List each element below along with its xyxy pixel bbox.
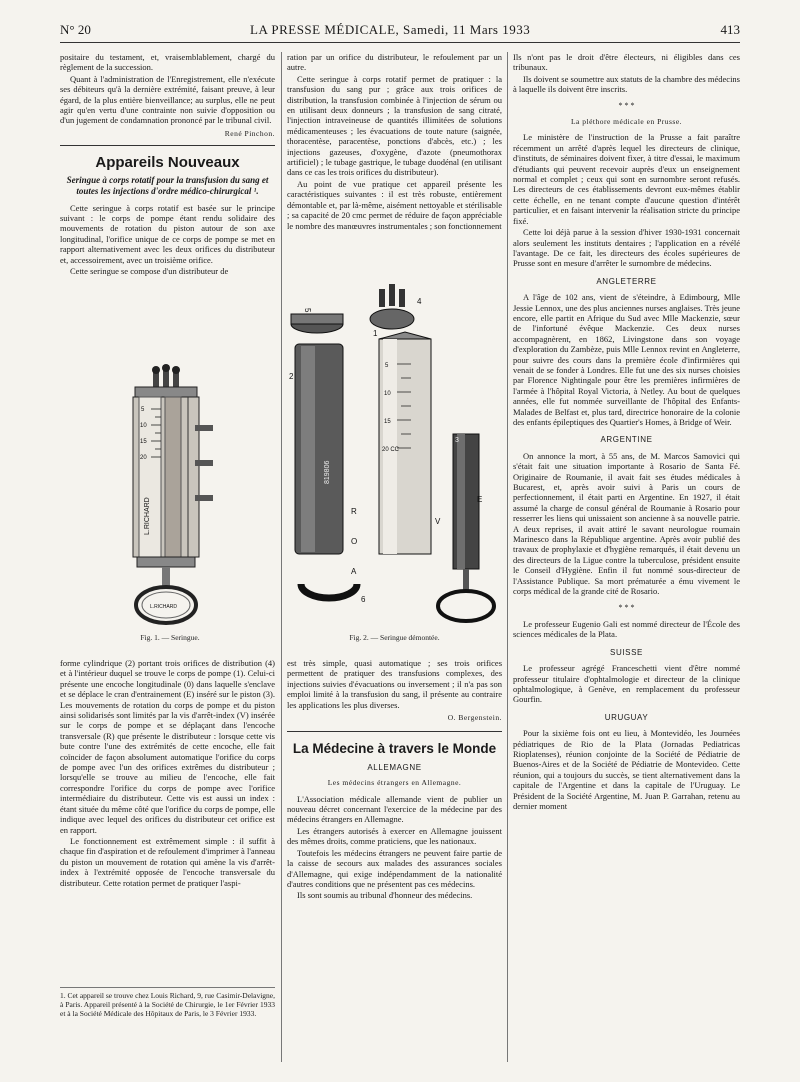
paragraph: Ils n'ont pas le droit d'être électeurs, ni éligibles dans ces tribunaux.	[513, 52, 740, 73]
part-letter: R	[351, 507, 357, 516]
column-3	[513, 52, 740, 1062]
part-number: 2	[289, 372, 294, 381]
figure-1	[95, 365, 245, 630]
page-header	[60, 20, 740, 43]
part-letter: E	[477, 495, 483, 504]
figure-2-caption: Fig. 2. — Seringue démontée.	[349, 633, 440, 642]
paragraph: est très simple, quasi automatique ; ses trois orifices permettent de pratiquer des transfusions complexes, des injections suivies d'évacuations ou inversement ; il n'a pas son emploi limité à la transfusion du sang, il présente au contraire les applications les plus diverses.	[287, 658, 502, 710]
column-rule	[281, 52, 282, 1062]
serial-number: 819806	[324, 460, 331, 484]
paragraph: positaire du testament, et, vraisemblablement, chargé du règlement de la succession.	[60, 52, 275, 73]
column-rule	[507, 52, 508, 1062]
scale-label: 15	[384, 419, 391, 425]
paragraph: Cette seringue se compose d'un distributeur de	[70, 266, 229, 277]
paragraph: Quant à l'administration de l'Enregistrement, elle n'exécute ses débiteurs qu'à la dernière extrémité, faisant preuve, à leur égard, de la plus entière bienveillance; au surplus, elle ne peut agir qu'en vertu d'une contrainte non suivie d'opposition ou d'un jugement de condamnation prononcé par le tribunal civil.	[60, 73, 275, 126]
paragraph: L'Association médicale allemande vient de publier un nouveau décret concernant l'exercice de la médecine par des médecins étrangers en Allemagne.	[287, 793, 502, 825]
separator-stars: * * *	[618, 602, 635, 612]
divider	[60, 145, 275, 146]
country-heading: SUISSE	[610, 647, 643, 657]
part-number: 6	[361, 595, 366, 604]
scale-label: 10	[140, 423, 147, 429]
paragraph: Le professeur Eugenio Gali est nommé directeur de l'École des sciences médicales de la Plata.	[513, 618, 740, 640]
article-heading: Les médecins étrangers en Allemagne.	[327, 778, 462, 788]
paragraph: ration par un orifice du distributeur, le refoulement par un autre.	[287, 52, 502, 73]
scale-label: 20	[140, 455, 147, 461]
disassembled-syringe-illustration	[287, 284, 502, 624]
ring-mark: L.RICHARD	[150, 604, 177, 610]
paragraph: forme cylindrique (2) portant trois orifices de distribution (4) et à l'intérieur duquel se trouve le corps de pompe (1). Celui-ci présente une encoche longitudinale (0) dans laquelle s'enclave et se déplace le cran d'entrainement (E) inséré sur le piston (3). Les mouvements de rotation du corps de pompe et du piston ainsi solidarisés sont limités par la vis d'arrêt-index (V) insérée sur le corps de pompe et se déplaçant dans l'encoche transversale (R) que présente le distributeur : lorsque cette vis bute contre l'une des extrémités de cette encoche, elle fait coïncider de façon absolument automatique l'orifice du corps de pompe avec l'un des orifices extrêmes du distributeur ; lorsqu'elle se trouve au milieu de l'encoche, elle fait correspondre l'orifice du corps de pompe avec l'orifice intermédiaire du distributeur. Cette vis est aussi un index : étant située du même côté que l'orifice du corps de pompe, elle indique avec lequel des orifices du distributeur cet orifice est en rapport.	[60, 658, 275, 835]
scale-label: 15	[140, 439, 147, 445]
paragraph: Cette seringue à corps rotatif permet de pratiquer : la transfusion du sang pur ; grâce aux trois orifices de distribution, la transfusion combinée à l'injection de sérum ou en utilisant deux donneurs ; la transfusion de sang citraté, l'injection intraveineuse de quantités illimitées de solutions médicamenteuses ; les évacuations de toute nature (saignée, thoracentèse, paracentèse, ponctions d'abcès, etc.) ; les injections gazeuses, d'oxygène, d'azote (pneumothorax artificiel) ; le tubage gastrique, le tubage duodénal (en utilisant dans ce cas les trois orifices du distributeur).	[287, 73, 502, 178]
country-heading: ANGLETERRE	[596, 276, 657, 286]
journal-title: LA PRESSE MÉDICALE, Samedi, 11 Mars 1933	[250, 22, 531, 37]
maker-mark: L.RICHARD	[144, 497, 151, 535]
country-heading: URUGUAY	[604, 712, 649, 722]
author-signature: O. Bergenstein.	[447, 713, 502, 723]
paragraph: Ils doivent se soumettre aux statuts de la chambre des médecins à laquelle ils doivent être inscrits.	[513, 73, 740, 95]
paragraph: Cette seringue à corps rotatif est basée sur le principe suivant : le corps de pompe étant rendu solidaire des mouvements de rotation du piston autour de son axe longitudinal, l'orifice unique de ce corps de pompe se met en rapport alternativement avec les deux orifices du distributeur et, accessoirement, avec un troisième orifice.	[60, 202, 275, 265]
column-1-top	[60, 52, 275, 357]
column-1-bottom	[60, 658, 275, 888]
country-heading: ARGENTINE	[600, 435, 653, 445]
author-signature: René Pinchon.	[224, 128, 275, 138]
paragraph: Le professeur agrégé Franceschetti vient d'être nommé professeur titulaire d'ophtalmologie et directeur de la clinique ophtalmologique, à Genève, en remplacement du professeur Gourfin.	[513, 663, 740, 705]
column-2-top	[287, 52, 502, 274]
part-number: 5	[303, 308, 312, 313]
paragraph: A l'âge de 102 ans, vient de s'éteindre, à Edimbourg, Mlle Jessie Lennox, une des plus anciennes nurses anglaises. Très jeune encore, elle partit en Afrique du Sud avec Mlle Mackenzie, sœur de l'infortuné évêque Mackenzie. Ces deux nurses accompagnèrent, en 1862, Livingstone dans son voyage d'exploration du Zambèze, puis Mlle Lennox revint en Angleterre, pour suivre des cours dans la première école d'infirmières qui venait de se fonder à Londres. Elle fut une des six nurses choisies par Florence Nightingale pour être les premières infirmières de l'armée à l'hôpital Royal Victoria, à Netley. Au bout de quelques années, elle fut nommée surveillante de l'hôpital des Enfants-Malades de Belfast et, plus tard, directrice honoraire de la colonie des enfants épileptiques des Quartier's Homes, à Bridge of Weir.	[513, 292, 740, 427]
paragraph: Les étrangers autorisés à exercer en Allemagne jouissent des mêmes droits, comme praticiens, que les nationaux.	[287, 825, 502, 847]
scale-label: 10	[384, 391, 391, 397]
section-title: Appareils Nouveaux	[95, 154, 240, 172]
article-heading: La pléthore médicale en Prusse.	[570, 117, 683, 127]
scale-label: 20 CC	[382, 447, 400, 453]
syringe-illustration	[95, 365, 245, 630]
scale-label: 5	[385, 363, 389, 369]
paragraph: Ils sont soumis au tribunal d'honneur des médecins.	[297, 890, 473, 901]
part-letter: O	[351, 537, 358, 546]
footnote: 1. Cet appareil se trouve chez Louis Richard, 9, rue Casimir-Delavigne, à Paris. Appareil présenté à la Société de Chirurgie, le 1er Février 1933 et à la Société Médicale des Hôpitaux de Paris, le 3 Février 1933.	[60, 987, 275, 1041]
part-number: 3	[455, 437, 459, 444]
issue-number: N° 20	[60, 22, 91, 37]
part-number: 4	[417, 297, 422, 306]
paragraph: Cette loi déjà parue à la session d'hiver 1930-1931 concernait alors seulement les instituts dentaires ; l'application en a révélé l'avantage. De ce fait, les directeurs des écoles supérieures de Prusse sont en mesure d'arrêter le surnombre de médecins.	[513, 227, 740, 269]
article-subtitle: Seringue à corps rotatif pour la transfusion du sang et toutes les injections d'ordre médico-chirurgical ¹.	[66, 174, 269, 196]
part-letter: A	[351, 567, 357, 576]
column-2-bottom	[287, 658, 502, 1078]
paragraph: On annonce la mort, à 55 ans, de M. Marcos Samovici qui s'était fait une situation importante à Rosario de Santa Fé. Originaire de Roumanie, il avait fait ses études médicales à Bucarest, et, après avoir suivi à Paris un cours de perfectionnement, il était parti en Argentine. En 1927, il était assumé la charge de consul général de Roumanie à Rosario pour resserrer les liens qui unissaient son ancienne à sa nouvelle patrie. A deux reprises, il avait attiré le savant neurologue roumain Marinesco dans la République argentine. Après avoir publié des travaux de prophylaxie et d'hygiène remarqués, il était devenu un des directeurs de la Ligue contre la tuberculose, président ensuite le Conseil d'Hygiène. Enfin il fut nommé sous-directeur de l'Assistance Publique. Sa mort prématurée a ému vivement le corps médical de la grande cité de Rosario.	[513, 450, 740, 597]
scale-label: 5	[141, 407, 145, 413]
section-title: La Médecine à travers le Monde	[292, 741, 497, 757]
separator-stars: * * *	[618, 100, 635, 110]
figure-1-caption: Fig. 1. — Seringue.	[140, 633, 200, 642]
page-number: 413	[720, 22, 740, 37]
paragraph: Au point de vue pratique cet appareil présente les caractéristiques suivantes : il est très robuste, entièrement démontable et, par là-même, aisément nettoyable et stérilisable ; sa capacité de 20 cmc permet de réduire de façon appréciable le nombre des manœuvres instrumentales ; son fonctionnement	[287, 178, 502, 231]
part-number: 1	[373, 329, 378, 338]
part-letter: V	[435, 517, 441, 526]
paragraph: Pour la sixième fois ont eu lieu, à Montevidéo, les Journées pédiatriques de Rio de la Plata (Jornadas Pediatricas Rioplatenses), réunion conjointe de la Société de Pédiatrie de Buenos-Aires et de la Société de Pédiatrie de Montevideo. Cette réunion, qui a toujours du succès, se tient alternativement dans la capitale de l'Argentine et dans la capitale de l'Uruguay. Le Président de la Société Argentine, M. Juan P. Garrahan, retenu au dernier moment	[513, 728, 740, 811]
paragraph: Le fonctionnement est extrêmement simple : il suffit à chaque fin d'aspiration et de refoulement d'imprimer à l'anneau du piston un mouvement de rotation qui amène la vis d'arrêt-index à l'extrémité opposée de l'encoche transversale du distributeur. Cette rotation permet de pratiquer l'aspi-	[60, 835, 275, 888]
paragraph: Le ministère de l'instruction de la Prusse a fait paraître récemment un arrêté d'après lequel les directeurs de clinique, d'instituts, de séminaires doivent fixer, à titre d'essai, le maximum d'étudiants qui peuvent recevoir auprès d'eux un enseignement normal et complet ; ceux qui sont en surnombre seront refusés. Les directeurs de ces établissements devront eux-mêmes établir cette échelle, en ne tenant compte d'aucune question d'intérêt particulier, et en faisant intervenir la réalisation stricte du principe fixé.	[513, 132, 740, 226]
country-heading: ALLEMAGNE	[367, 762, 422, 772]
figure-2	[287, 284, 502, 624]
divider	[287, 731, 502, 732]
paragraph: Toutefois les médecins étrangers ne peuvent faire partie de la caisse de secours aux malades des assurances sociales d'Allemagne, qui exige indépendamment de la nationalité d'autres conditions que ne présentent pas ces médecins.	[287, 847, 502, 889]
